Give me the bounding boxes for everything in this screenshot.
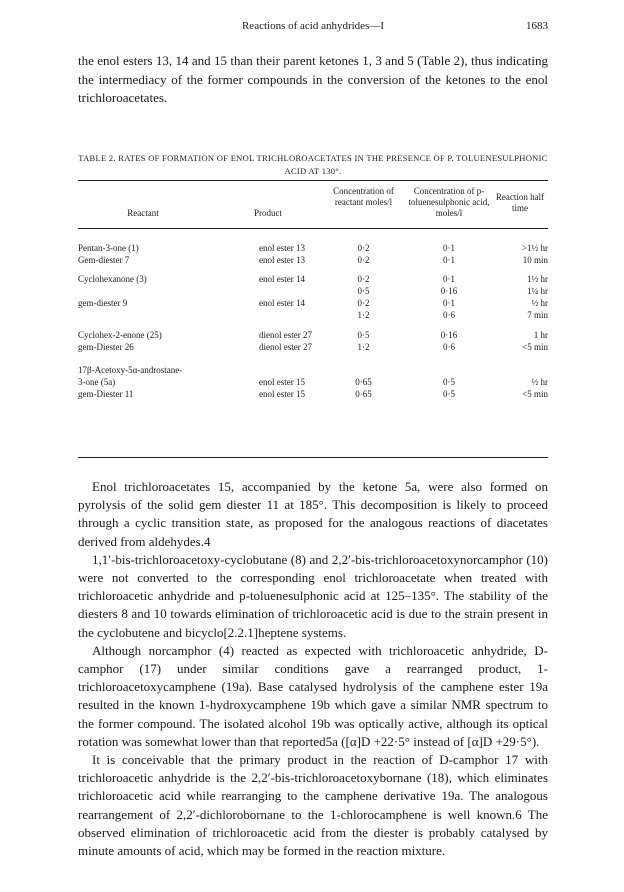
- table-cell: 17β-Acetoxy-5α-androstane-: [78, 365, 183, 375]
- table-cell: 1·2: [357, 310, 370, 320]
- col-header-half-time: Reaction half time: [495, 192, 545, 213]
- table-cell: enol ester 14: [259, 274, 305, 284]
- paragraph: 1,1′-bis-trichloroacetoxy-cyclobutane (8) and 2,2′-bis-trichloroacetoxynorcamphor (10) were not converted to the corresponding enol trichloroacetate when treated with trichloroacetic anhydride and p-toluenesulphonic acid at 125–135°. The stability of the diesters 8 and 10 towards elimination of trichloroacetic acid is due to the strain present in the cyclobutene and bicyclo[2.2.1]heptene systems.: [78, 551, 548, 640]
- table-cell: 0·2: [357, 298, 370, 308]
- table-cell: 1·2: [357, 342, 370, 352]
- table-cell: 0·2: [357, 274, 370, 284]
- table-cell: enol ester 15: [259, 377, 305, 387]
- table-caption: [78, 152, 548, 178]
- paragraph: Although norcamphor (4) reacted as expected with trichloroacetic anhydride, D-camphor (17) under similar conditions gave a rearranged product, 1-trichloroacetoxycamphene (19a). Base catalysed hydrolysis of the camphene ester 19a resulted in the known 1-hydroxycamphene 19b which gave a similar NMR spectrum to the former compound. The isolated alcohol 19b was optically active, although its optical rotation was somewhat lower than that reported5a ([α]D +22·5° instead of [α]D +29·5°).: [78, 642, 548, 749]
- table-cell: enol ester 15: [259, 389, 305, 399]
- col-header-product: Product: [254, 208, 282, 218]
- table-cell: 0·1: [443, 298, 455, 308]
- table-cell: >1½ hr: [521, 243, 548, 253]
- table-cell: 0·5: [357, 330, 370, 340]
- table-cell: 0·1: [443, 274, 455, 284]
- page-number: 1683: [526, 20, 548, 32]
- table-caption-line2: ACID AT 130°.: [284, 166, 342, 176]
- table-cell: dienol ester 27: [259, 342, 312, 352]
- table-top-rule: [78, 180, 548, 181]
- table-cell: enol ester 13: [259, 243, 305, 253]
- table-caption-line1: TABLE 2. RATES OF FORMATION OF ENOL TRICHLOROACETATES IN THE PRESENCE OF P. TOLUENESULPHONIC: [78, 153, 548, 163]
- table-cell: 0·5: [443, 389, 455, 399]
- table-cell: Cyclohexanone (3): [78, 274, 147, 284]
- paragraph: It is conceivable that the primary product in the reaction of D-camphor 17 with trichloroacetic anhydride is the 2,2′-bis-trichloroacetoxybornane (18), which eliminates trichloroacetic acid while rearranging to the camphene derivative 19a. The analogous rearrangement of 2,2′-dichlorobornane to the 1-chlorocamphene is well known.6 The observed elimination of trichloroacetic acid from the diester is probably catalysed by minute amounts of acid, which may be formed in the reaction mixture.: [78, 752, 548, 859]
- table-cell: 0·65: [355, 377, 372, 387]
- running-title: Reactions of acid anhydrides—I: [241, 20, 385, 32]
- table-cell: <5 min: [522, 342, 548, 352]
- table-header-rule: [78, 228, 548, 229]
- table-cell: 0·6: [443, 310, 455, 320]
- table-cell: 0·65: [355, 389, 372, 399]
- table-cell: Cyclohex-2-enone (25): [78, 330, 162, 340]
- table-cell: 0·5: [443, 377, 455, 387]
- table-cell: 0·16: [440, 330, 458, 340]
- table-cell: 0·1: [443, 243, 455, 253]
- table-cell: 1 hr: [533, 330, 548, 340]
- table-cell: enol ester 14: [259, 298, 305, 308]
- paragraph: Enol trichloroacetates 15, accompanied by the ketone 5a, were also formed on pyrolysis of the solid gem diester 11 at 185°. This decomposition is likely to proceed through a cyclic transition state, as proposed for the analogous reactions of diacetates derived from aldehydes.4: [78, 479, 548, 549]
- table-cell: Gem-diester 7: [78, 255, 130, 265]
- table-cell: enol ester 13: [259, 255, 305, 265]
- table-bottom-rule: [78, 457, 548, 458]
- col-header-acid-conc: Concentration of p-toluenesulphonic acid, moles/l: [408, 186, 490, 218]
- table-cell: 10 min: [522, 255, 548, 265]
- table-cell: dienol ester 27: [259, 330, 312, 340]
- table-cell: 0·1: [443, 255, 455, 265]
- table-cell: 3-one (5a): [78, 377, 116, 387]
- table-cell: <5 min: [522, 389, 548, 399]
- col-header-reactant-conc: Concentration of reactant moles/l: [333, 186, 394, 207]
- table-cell: Pentan-3-one (1): [78, 243, 139, 253]
- table-cell: 0·2: [357, 243, 370, 253]
- col-header-reactant: Reactant: [127, 208, 159, 218]
- table-cell: gem-diester 9: [78, 298, 128, 308]
- table-cell: 1½ hr: [527, 274, 548, 284]
- table-cell: 0·16: [440, 286, 458, 296]
- table-cell: gem-Diester 26: [78, 342, 134, 352]
- intro-paragraph: the enol esters 13, 14 and 15 than their parent ketones 1, 3 and 5 (Table 2), thus indicating the intermediacy of the former compounds in the conversion of the ketones to the enol trichloroacetates.: [78, 53, 548, 105]
- table-cell: 0·6: [443, 342, 455, 352]
- table-cell: 0·5: [357, 286, 370, 296]
- table-cell: ½ hr: [531, 298, 548, 308]
- table-cell: 7 min: [527, 310, 548, 320]
- table-cell: gem-Diester 11: [78, 389, 134, 399]
- table-cell: ½ hr: [531, 377, 548, 387]
- table-cell: 1¼ hr: [527, 286, 548, 296]
- table-cell: 0·2: [357, 255, 370, 265]
- body-text: [78, 478, 548, 860]
